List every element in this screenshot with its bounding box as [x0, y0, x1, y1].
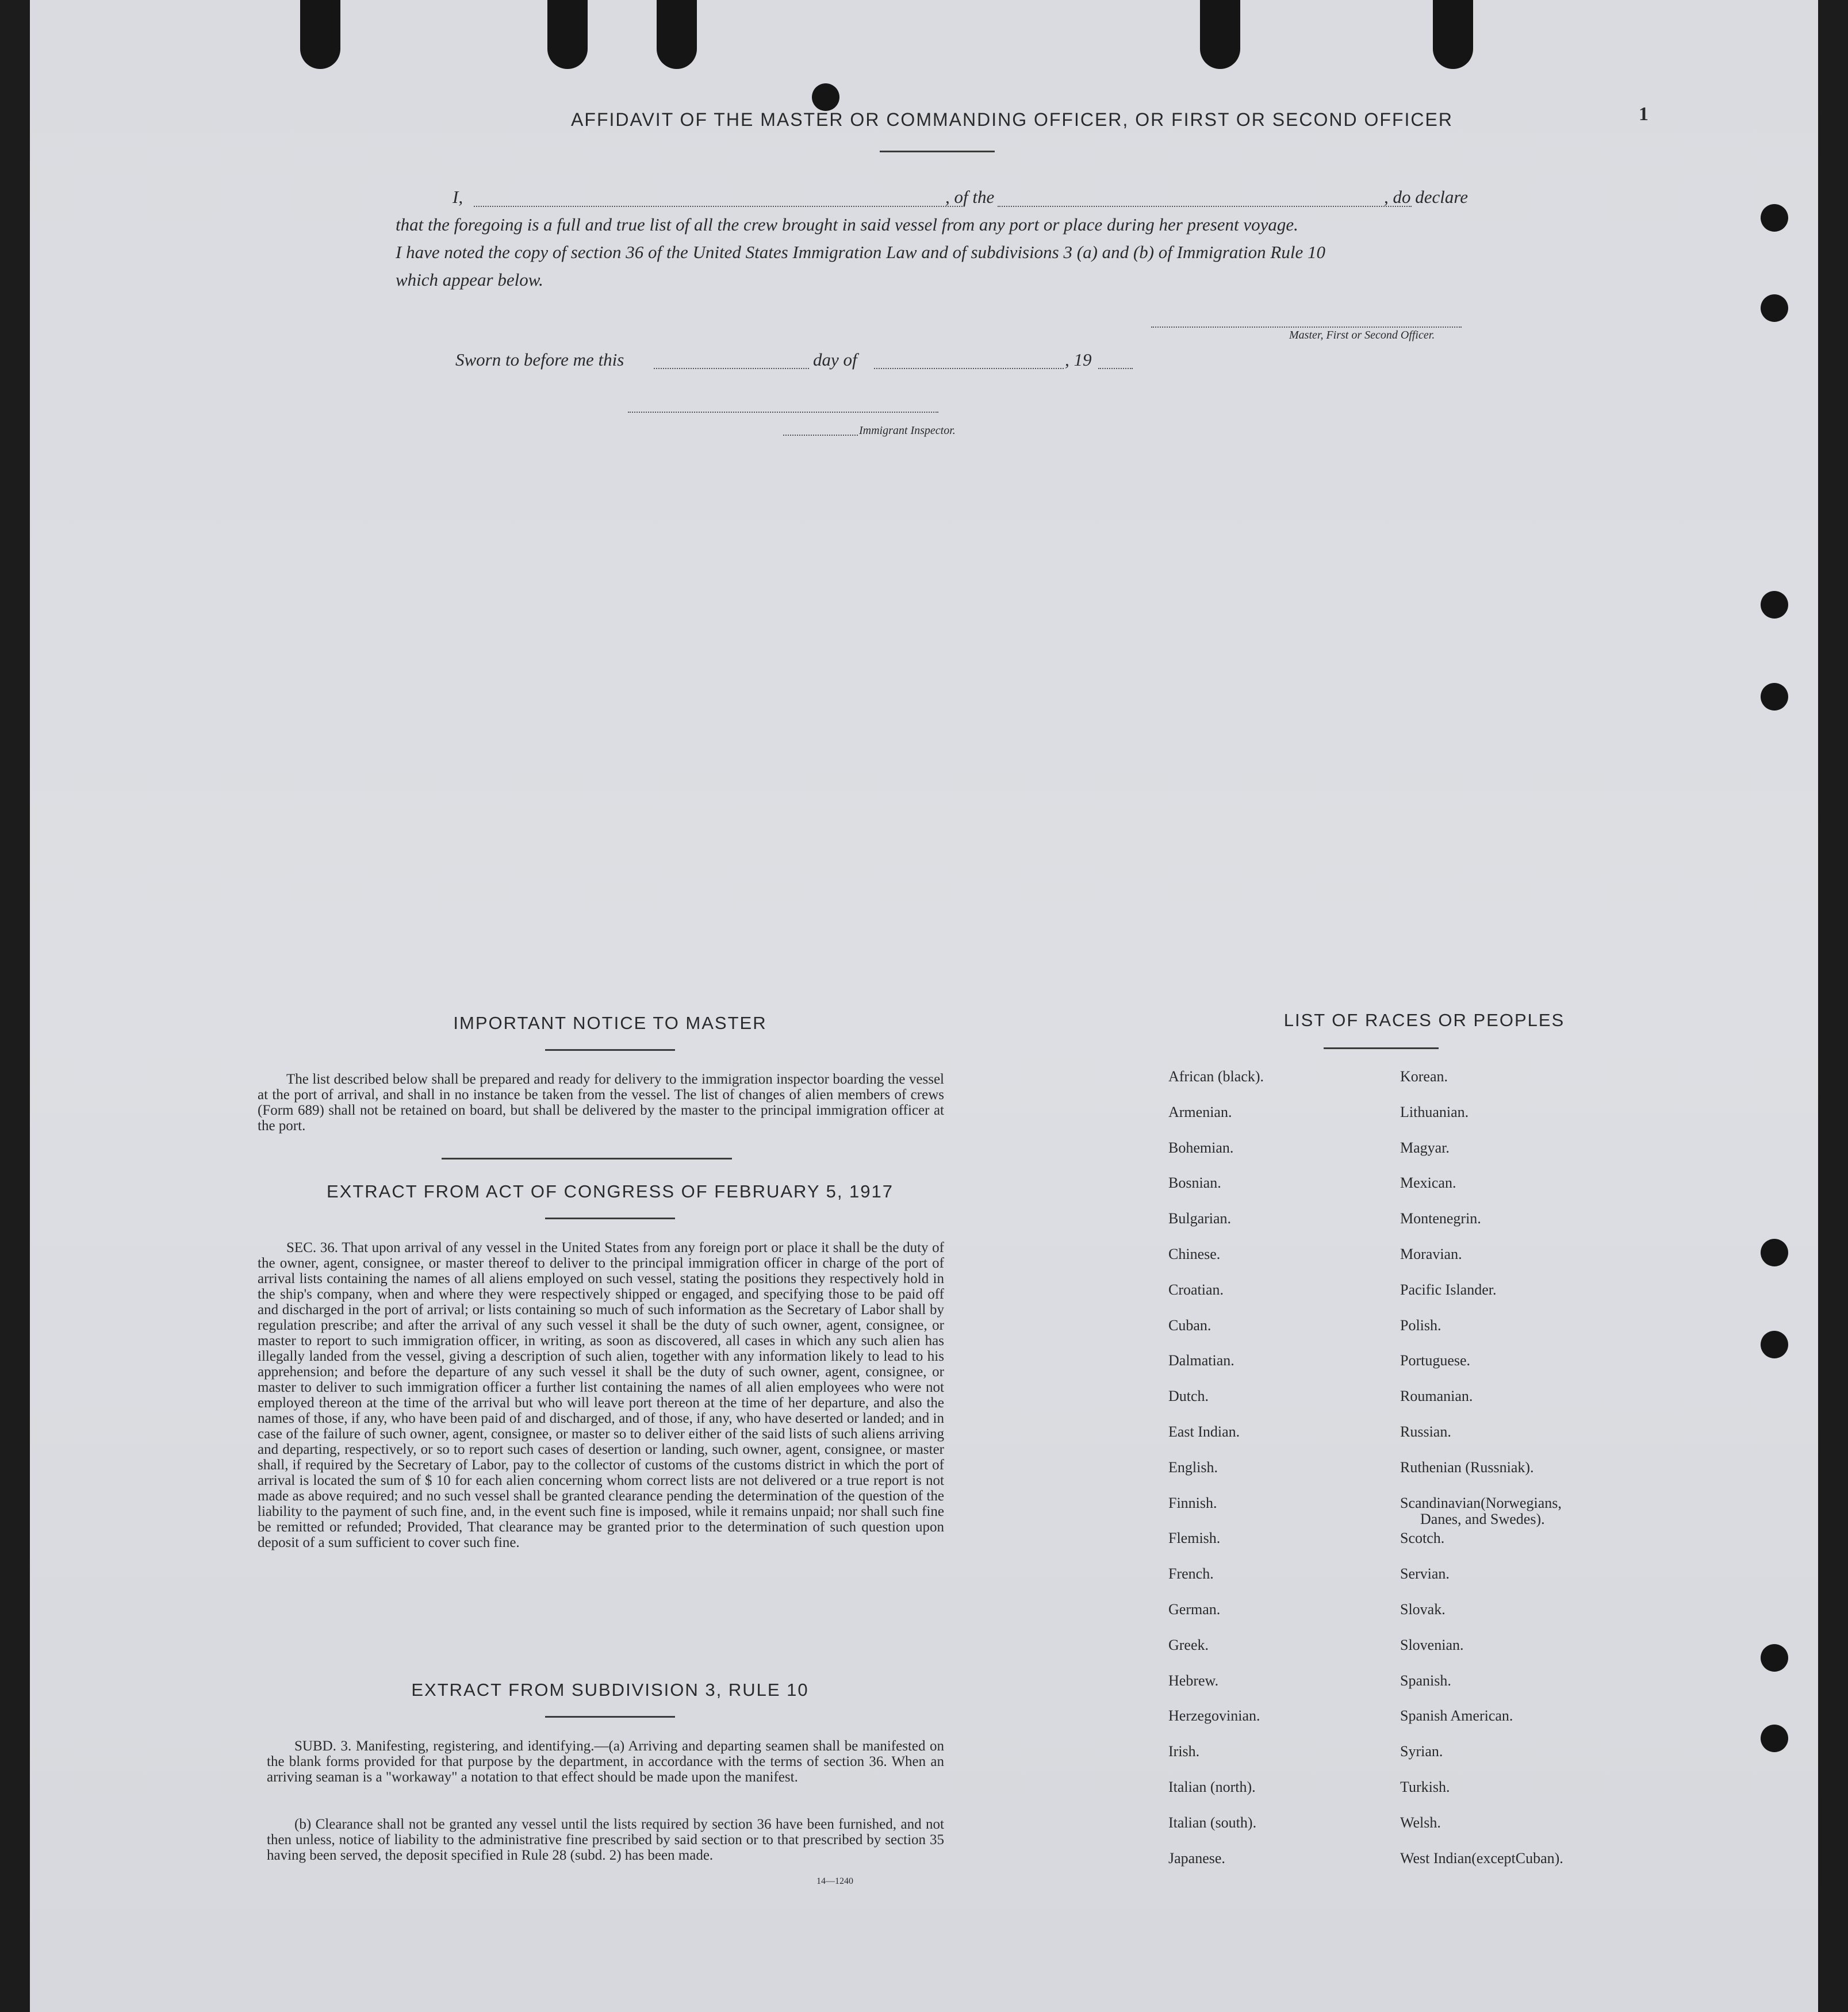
sworn-month-line — [874, 368, 1064, 369]
race-item: East Indian. — [1168, 1423, 1240, 1440]
race-item: Italian (north). — [1168, 1779, 1256, 1795]
race-item: Flemish. — [1168, 1530, 1221, 1547]
affidavit-declare: , do declare — [1384, 187, 1469, 207]
race-item: Moravian. — [1400, 1246, 1462, 1262]
sworn-day-of: day of — [813, 350, 857, 370]
inspector-label-leader — [783, 435, 858, 436]
race-item: Herzegovinian. — [1168, 1707, 1260, 1725]
sworn-year-line — [1098, 368, 1133, 369]
race-item: Spanish American. — [1400, 1707, 1513, 1725]
divider — [545, 1049, 675, 1051]
act-section-36: SEC. 36. That upon arrival of any vessel in the United States from any foreign port or place it shall be the duty of the owner, agent, consignee, or master thereof to deliver to the principal immigration officer in charge of the port of arrival lists containing the names of all aliens employed on such vessel, stating the positions they respectively hold in the ship's company, when and where they were respectively shipped or engaged, and specifying those to be paid off and discharged in the port of arrival; or lists containing so much of such information as the Secretary of Labor shall by regulation prescribe; and after the arrival of any such vessel it shall be the duty of such owner, agent, consignee, or master to report to such immigration officer, in writing, as soon as discovered, all cases in which any such alien has illegally landed from the vessel, giving a description of such alien, together with any information likely to lead to his apprehension; and before the departure of any such vessel it shall be the duty of such owner, agent, consignee, or master to deliver to such immigration officer a further list containing the names of all alien employees who were not employed thereon at the time of the arrival but who will leave port thereon at the time of her departure, and also the names of those, if any, who have been paid of and discharged, and of those, if any, who have deserted or landed; and in case of the failure of such owner, agent, consignee, or master so to deliver either of the said lists of such aliens arriving and departing, respectively, or so to report such cases of desertion or landing, such owner, agent, consignee, or master shall, if required by the Secretary of Labor, pay to the collector of customs of the customs district in which the port of arrival is located the sum of $ 10 for each alien concerning whom correct lists are not delivered or a true report is not made as above required; and no such vessel shall be granted clearance pending the determination of the question of the liability to the payment of such fine, and, in the event such fine is imposed, while it remains unpaid; nor shall such fine be remitted or refunded; Provided, That clearance may be granted prior to the determination of such question upon deposit of a sum sufficient to cover such fine. — [258, 1240, 944, 1550]
race-item: Magyar. — [1400, 1139, 1450, 1156]
race-item: Cuban. — [1168, 1316, 1211, 1334]
binder-tab — [1433, 0, 1473, 69]
inspector-label: Immigrant Inspector. — [859, 424, 956, 437]
rule-para-b: (b) Clearance shall not be granted any vessel until the lists required by section 36 have been furnished, and not then unless, notice of liability to the administrative fine prescribed by said section or to that prescribed by section 35 having been served, the deposit specified in Rule 28 (subd. 2) has been made. — [267, 1817, 944, 1863]
race-item: Finnish. — [1168, 1494, 1217, 1511]
race-item: Irish. — [1168, 1743, 1200, 1760]
binder-tab — [1200, 0, 1240, 69]
race-item: Polish. — [1400, 1316, 1441, 1334]
race-item: Scandinavian(Norwegians, — [1400, 1494, 1562, 1511]
master-signature-line — [1151, 327, 1462, 328]
race-item: Servian. — [1400, 1565, 1450, 1583]
race-item: West Indian(exceptCuban). — [1400, 1849, 1563, 1867]
race-item: Russian. — [1400, 1423, 1451, 1440]
race-item: Greek. — [1168, 1636, 1209, 1653]
rule-para-a: SUBD. 3. Manifesting, registering, and identifying.—(a) Arriving and departing seamen shall be manifested on the blank forms provided for that purpose by the department, in accordance with the terms of section 36. When an arriving seaman is a "workaway" a notation to that effect should be made upon the manifest. — [267, 1738, 944, 1785]
binder-tab — [547, 0, 588, 69]
binder-tab — [657, 0, 697, 69]
punch-hole — [1761, 1725, 1788, 1752]
rule-title: EXTRACT FROM SUBDIVISION 3, RULE 10 — [411, 1680, 809, 1700]
race-item: Dalmatian. — [1168, 1352, 1234, 1369]
race-item: African (black). — [1168, 1068, 1264, 1085]
race-item: Dutch. — [1168, 1388, 1209, 1405]
affidavit-i: I, — [453, 187, 463, 207]
race-item: Danes, and Swedes). — [1420, 1510, 1545, 1527]
punch-hole — [812, 83, 839, 111]
punch-hole — [1761, 204, 1788, 232]
notice-title: IMPORTANT NOTICE TO MASTER — [453, 1013, 767, 1033]
punch-hole — [1761, 1239, 1788, 1266]
affidavit-line-2: that the foregoing is a full and true list of all the crew brought in said vessel from any port or place during her present voyage. — [396, 214, 1298, 235]
race-item: Syrian. — [1400, 1743, 1443, 1760]
race-item: Bulgarian. — [1168, 1210, 1232, 1227]
affidavit-of-the: , of the — [945, 187, 995, 207]
divider — [880, 151, 995, 152]
inspector-signature-line — [628, 412, 938, 413]
document-page — [30, 0, 1818, 2012]
race-item: Lithuanian. — [1400, 1103, 1469, 1120]
margin-mark: 1 — [1639, 103, 1648, 125]
race-item: Bosnian. — [1168, 1174, 1221, 1192]
sworn-year: , 19 — [1065, 350, 1092, 370]
race-item: Turkish. — [1400, 1779, 1450, 1795]
race-item: Slovak. — [1400, 1601, 1446, 1618]
race-item: Roumanian. — [1400, 1388, 1473, 1405]
punch-hole — [1761, 683, 1788, 711]
race-item: Portuguese. — [1400, 1352, 1471, 1369]
notice-body: The list described below shall be prepared and ready for delivery to the immigration inspector boarding the vessel at the port of arrival, and shall in no instance be taken from the vessel. The list of changes of alien members of crews (Form 689) shall not be retained on board, but shall be delivered by the master to the principal immigration officer at the port. — [258, 1072, 944, 1134]
divider — [545, 1218, 675, 1219]
sworn-prefix: Sworn to before me this — [455, 350, 624, 370]
name-field-line — [474, 206, 963, 207]
race-item: Ruthenian (Russniak). — [1400, 1458, 1534, 1476]
affidavit-line-4: which appear below. — [396, 270, 543, 290]
affidavit-line-3: I have noted the copy of section 36 of the United States Immigration Law and of subdivisions 3 (a) and (b) of Immigration Rule 10 — [396, 242, 1325, 262]
race-item: Welsh. — [1400, 1814, 1441, 1831]
affidavit-title: AFFIDAVIT OF THE MASTER OR COMMANDING OFFICER, OR FIRST OR SECOND OFFICER — [571, 109, 1453, 130]
race-item: French. — [1168, 1565, 1214, 1583]
divider — [442, 1158, 732, 1159]
race-item: Armenian. — [1168, 1103, 1232, 1120]
binder-tab — [300, 0, 340, 69]
form-number: 14—1240 — [816, 1876, 853, 1886]
race-item: Korean. — [1400, 1068, 1448, 1085]
sworn-day-line — [654, 368, 809, 369]
race-item: Mexican. — [1400, 1174, 1456, 1192]
master-signature-label: Master, First or Second Officer. — [1289, 329, 1435, 341]
race-item: Montenegrin. — [1400, 1210, 1481, 1227]
race-item: Italian (south). — [1168, 1814, 1257, 1831]
race-item: Japanese. — [1168, 1849, 1225, 1867]
races-title: LIST OF RACES OR PEOPLES — [1283, 1010, 1565, 1030]
race-item: Chinese. — [1168, 1246, 1221, 1262]
race-item: English. — [1168, 1458, 1218, 1476]
punch-hole — [1761, 1331, 1788, 1358]
race-item: Hebrew. — [1168, 1672, 1219, 1689]
race-item: German. — [1168, 1601, 1221, 1618]
race-item: Croatian. — [1168, 1281, 1224, 1298]
race-item: Spanish. — [1400, 1672, 1451, 1689]
punch-hole — [1761, 1644, 1788, 1672]
race-item: Scotch. — [1400, 1530, 1445, 1547]
divider — [1324, 1047, 1439, 1049]
punch-hole — [1761, 294, 1788, 322]
race-item: Pacific Islander. — [1400, 1281, 1497, 1298]
race-item: Slovenian. — [1400, 1636, 1464, 1653]
punch-hole — [1761, 591, 1788, 619]
divider — [545, 1716, 675, 1718]
act-title: EXTRACT FROM ACT OF CONGRESS OF FEBRUARY 5, 1917 — [326, 1181, 894, 1201]
vessel-field-line — [998, 206, 1412, 207]
race-item: Bohemian. — [1168, 1139, 1234, 1156]
